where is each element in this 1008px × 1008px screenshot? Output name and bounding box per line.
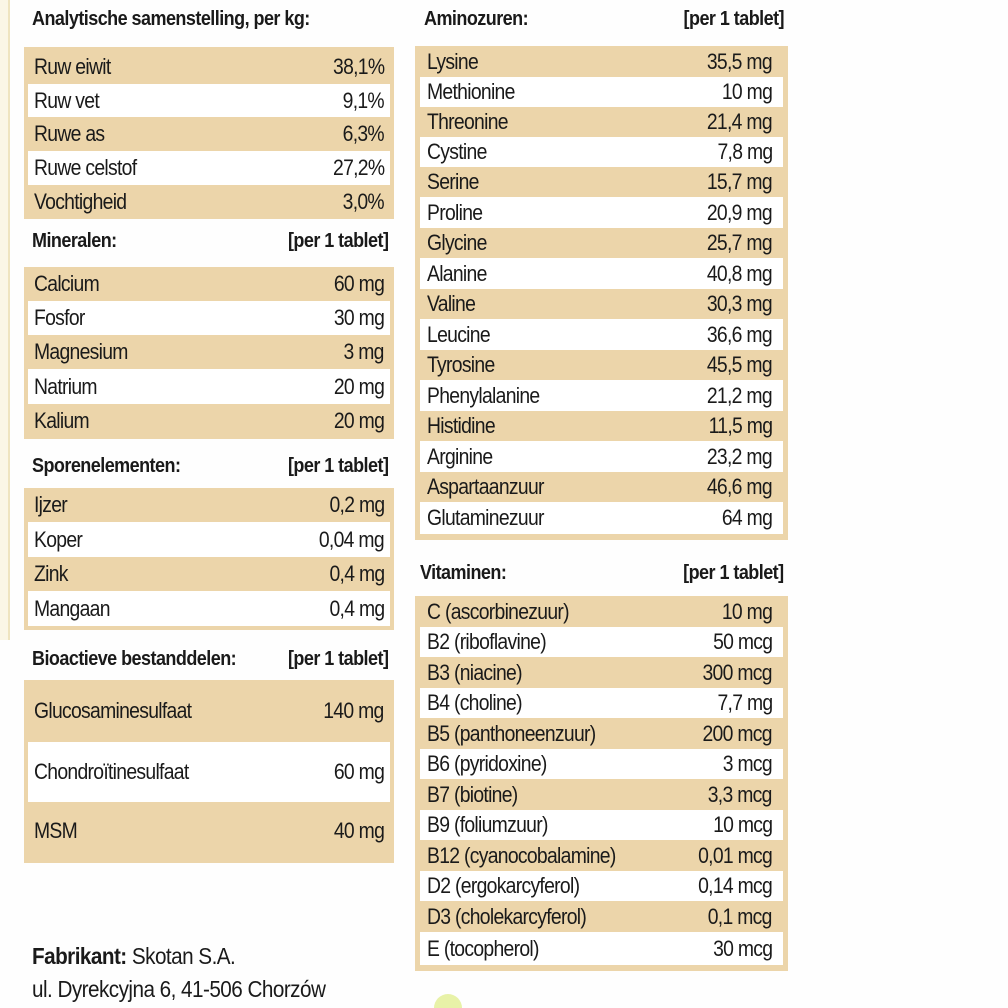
minerals-heading (32, 230, 388, 253)
analytical-table (24, 47, 394, 219)
trace-table (24, 488, 394, 630)
table-row: D3 (cholekarcyferol) 0,1 mcg (427, 903, 772, 929)
analytical-heading (32, 8, 410, 31)
trace-unit: [per 1 tablet] (287, 455, 389, 477)
table-row: E (tocopherol) 30 mcg (420, 932, 783, 965)
minerals-unit: [per 1 tablet] (287, 230, 389, 252)
table-row: Ruwe celstof 27,2% (28, 151, 390, 185)
table-row: Proline 20,9 mg (420, 197, 783, 228)
table-row: Arginine 23,2 mg (420, 441, 783, 472)
table-row: Ruw eiwit 38,1% (34, 54, 384, 79)
table-row: B2 (riboflavine) 50 mcg (420, 627, 783, 657)
table-row: Koper 0,04 mg (28, 522, 390, 557)
table-row: Ijzer 0,2 mg (34, 492, 384, 517)
trace-heading (32, 455, 388, 478)
table-row: Phenylalanine 21,2 mg (420, 380, 783, 411)
table-row: Valine 30,3 mg (427, 291, 772, 316)
table-row: Glycine 25,7 mg (427, 230, 772, 255)
logo-fragment (434, 994, 462, 1008)
table-row: Fosfor 30 mg (28, 301, 390, 335)
manufacturer-name: Skotan S.A. (131, 943, 236, 969)
table-row: Glutaminezuur 64 mg (420, 502, 783, 534)
page-edge-decoration (0, 0, 10, 640)
trace-title: Sporenelementen: (32, 455, 181, 477)
table-row: Vochtigheid 3,0% (34, 189, 384, 214)
table-row: Leucine 36,6 mg (420, 319, 783, 350)
manufacturer-label: Fabrikant: (32, 943, 127, 969)
table-row: D2 (ergokarcyferol) 0,14 mcg (420, 871, 783, 901)
table-row: Natrium 20 mg (28, 369, 390, 404)
table-row: Methionine 10 mg (420, 77, 783, 107)
amino-title: Aminozuren: (424, 8, 529, 30)
table-row: B5 (panthoneenzuur) 200 mcg (427, 720, 772, 746)
table-row: Ruwe as 6,3% (34, 121, 384, 146)
table-row: Lysine 35,5 mg (427, 48, 772, 74)
vitamins-heading (420, 562, 784, 585)
table-row: Tyrosine 45,5 mg (427, 352, 772, 377)
bioactive-title: Bioactieve bestanddelen: (32, 648, 237, 670)
table-row: Serine 15,7 mg (427, 169, 772, 194)
minerals-table (24, 267, 394, 439)
table-row: Threonine 21,4 mg (427, 109, 772, 134)
table-row: Histidine 11,5 mg (427, 413, 772, 438)
table-row: Cystine 7,8 mg (420, 137, 783, 167)
table-row: Magnesium 3 mg (34, 339, 384, 364)
table-row: Ruw vet 9,1% (28, 84, 390, 117)
vitamins-title: Vitaminen: (420, 562, 507, 584)
vitamins-table (415, 596, 788, 971)
bioactive-unit: [per 1 tablet] (287, 648, 389, 670)
amino-heading (424, 8, 784, 31)
manufacturer-address: ul. Dyrekcyjna 6, 41-506 Chorzów (32, 976, 326, 1002)
table-row: B12 (cyanocobalamine) 0,01 mcg (427, 842, 772, 868)
table-row: B7 (biotine) 3,3 mcg (427, 781, 772, 807)
table-row: Glucosaminesulfaat 140 mg (34, 698, 384, 723)
vitamins-unit: [per 1 tablet] (683, 562, 784, 584)
amino-table (415, 46, 788, 540)
table-row: B4 (choline) 7,7 mg (420, 688, 783, 718)
minerals-title: Mineralen: (32, 230, 117, 252)
table-row: MSM 40 mg (34, 818, 384, 843)
table-row: Mangaan 0,4 mg (28, 591, 390, 626)
table-row: B6 (pyridoxine) 3 mcg (420, 749, 783, 779)
bioactive-table (24, 680, 394, 863)
manufacturer-block (32, 940, 358, 1006)
table-row: Calcium 60 mg (34, 271, 384, 296)
amino-unit: [per 1 tablet] (683, 8, 784, 30)
table-row: B3 (niacine) 300 mcg (427, 659, 772, 685)
table-row: C (ascorbinezuur) 10 mg (427, 598, 772, 624)
table-row: Aspartaanzuur 46,6 mg (427, 474, 772, 499)
table-row: Alanine 40,8 mg (420, 258, 783, 289)
table-row: Zink 0,4 mg (34, 561, 384, 586)
table-row: B9 (foliumzuur) 10 mcg (420, 810, 783, 840)
table-row: Kalium 20 mg (34, 408, 384, 433)
table-row: Chondroïtinesulfaat 60 mg (28, 742, 390, 802)
analytical-title: Analytische samenstelling, per kg: (32, 8, 310, 30)
bioactive-heading (32, 648, 388, 671)
